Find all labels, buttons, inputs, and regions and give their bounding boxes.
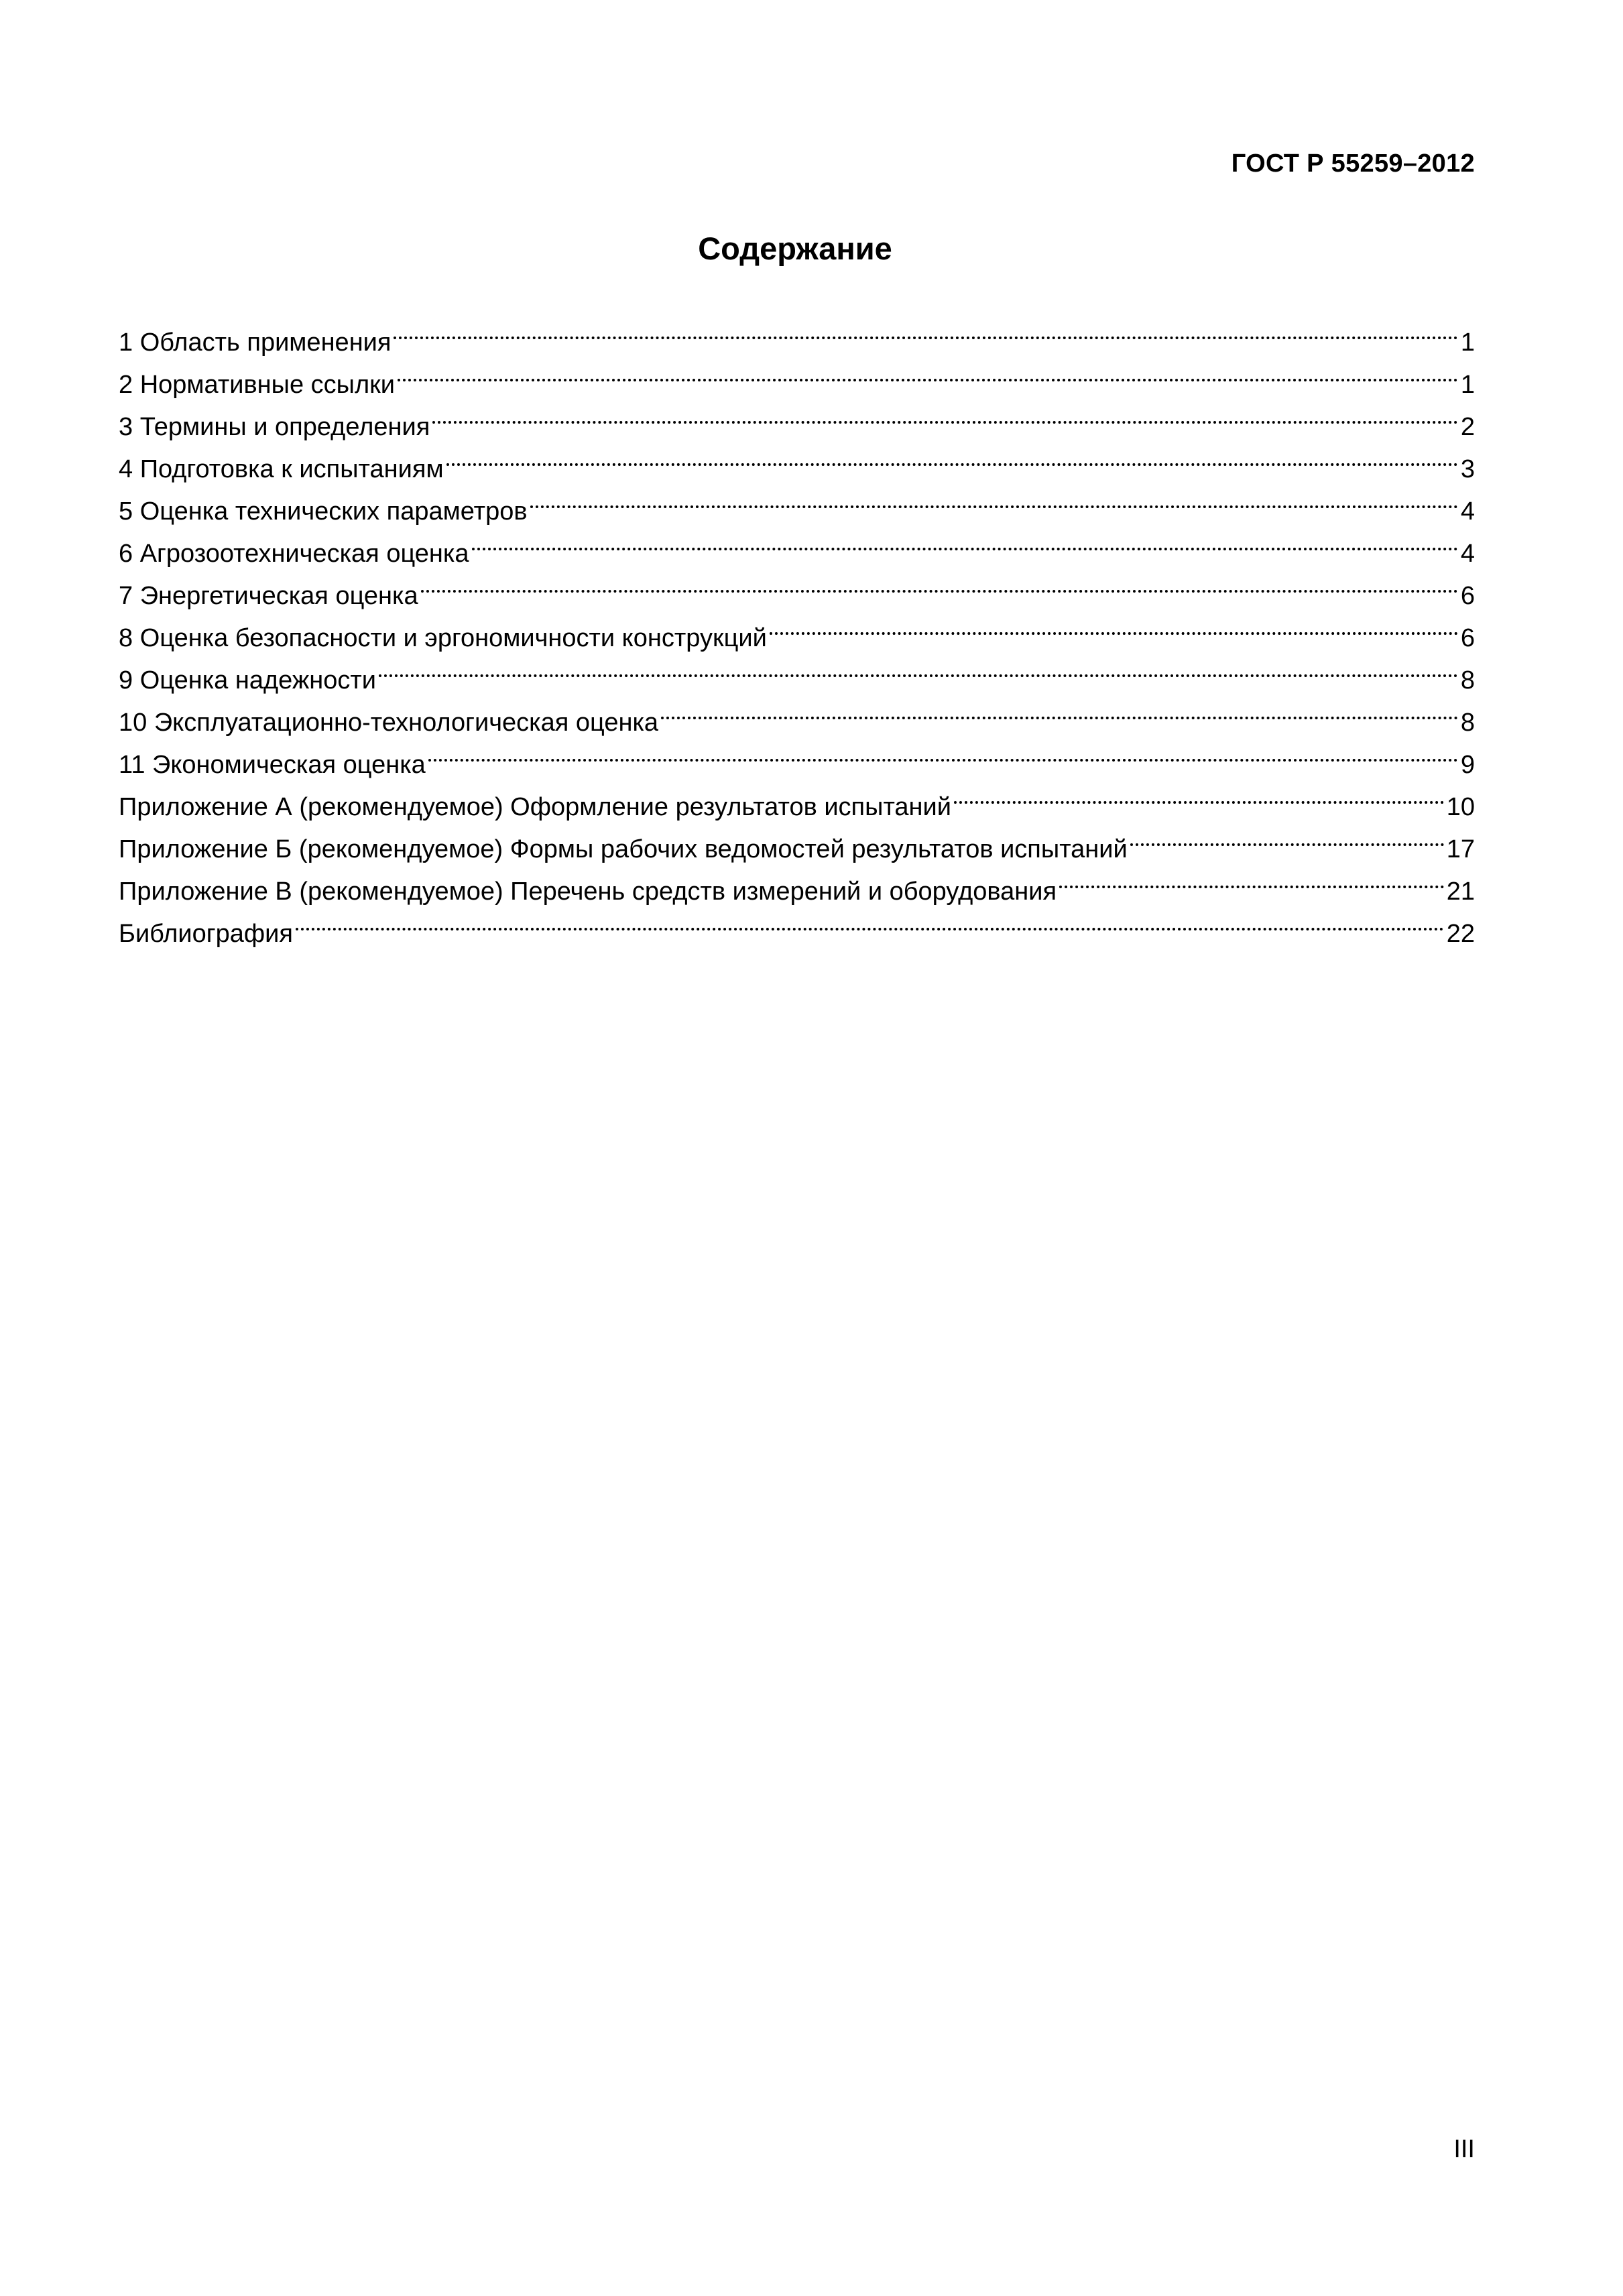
toc-dot-leader xyxy=(421,562,1458,604)
toc-entry-page: 1 xyxy=(1460,328,1475,357)
toc-entry-text: 7 Энергетическая оценка xyxy=(119,582,418,610)
toc-dot-leader xyxy=(530,477,1458,520)
toc-entry-text: Приложение Б (рекомендуемое) Формы рабочих ведомостей результатов испытаний xyxy=(119,835,1128,863)
toc-entry-text: 11 Экономическая оценка xyxy=(119,751,426,779)
toc-dot-leader xyxy=(428,731,1458,773)
toc-dot-leader xyxy=(770,604,1458,646)
toc-entry-page: 8 xyxy=(1460,709,1475,737)
toc-entry-page: 22 xyxy=(1446,920,1475,948)
toc-dot-leader xyxy=(661,688,1458,731)
toc-entry-page: 6 xyxy=(1460,624,1475,652)
toc-dot-leader xyxy=(296,900,1444,942)
toc-entry-page: 10 xyxy=(1446,793,1475,821)
toc-dot-leader xyxy=(1130,815,1444,857)
toc-entry-scope[interactable] xyxy=(119,308,1475,357)
toc-entry-text: 10 Эксплуатационно-технологическая оценка xyxy=(119,709,659,737)
toc-dot-leader xyxy=(472,520,1458,562)
toc-entry-text: 2 Нормативные ссылки xyxy=(119,371,395,399)
toc-entry-text: 9 Оценка надежности xyxy=(119,666,377,694)
toc-entry-page: 4 xyxy=(1460,540,1475,568)
toc-dot-leader xyxy=(394,308,1457,351)
toc-entry-page: 17 xyxy=(1446,835,1475,863)
toc-dot-leader xyxy=(1059,857,1444,900)
toc-dot-leader xyxy=(379,646,1458,688)
toc-entry-text: 3 Термины и определения xyxy=(119,413,430,441)
toc-entry-text: 4 Подготовка к испытаниям xyxy=(119,455,444,483)
toc-entry-text: Библиография xyxy=(119,920,293,948)
toc-dot-leader xyxy=(432,393,1458,435)
toc-entry-text: Приложение В (рекомендуемое) Перечень средств измерений и оборудования xyxy=(119,878,1057,906)
toc-entry-page: 2 xyxy=(1460,413,1475,441)
page-number: III xyxy=(1453,2135,1475,2163)
toc-dot-leader xyxy=(954,773,1444,815)
toc-entry-page: 1 xyxy=(1460,371,1475,399)
toc-entry-bibliography[interactable] xyxy=(119,900,1475,948)
toc-dot-leader xyxy=(398,351,1458,393)
document-code: ГОСТ Р 55259–2012 xyxy=(1231,149,1475,178)
toc-entry-text: Приложение А (рекомендуемое) Оформление результатов испытаний xyxy=(119,793,951,821)
toc-entry-text: 6 Агрозоотехническая оценка xyxy=(119,540,469,568)
toc-title: Содержание xyxy=(698,231,892,266)
toc-entry-page: 21 xyxy=(1446,878,1475,906)
toc-entry-page: 6 xyxy=(1460,582,1475,610)
toc-entry-text: 5 Оценка технических параметров xyxy=(119,497,528,526)
toc-entry-page: 8 xyxy=(1460,666,1475,694)
toc-entry-text: 1 Область применения xyxy=(119,328,392,357)
toc-entry-text: 8 Оценка безопасности и эргономичности конструкций xyxy=(119,624,767,652)
table-of-contents xyxy=(119,308,1475,948)
toc-entry-page: 9 xyxy=(1460,751,1475,779)
toc-entry-page: 4 xyxy=(1460,497,1475,526)
toc-entry-page: 3 xyxy=(1460,455,1475,483)
toc-dot-leader xyxy=(446,435,1458,477)
